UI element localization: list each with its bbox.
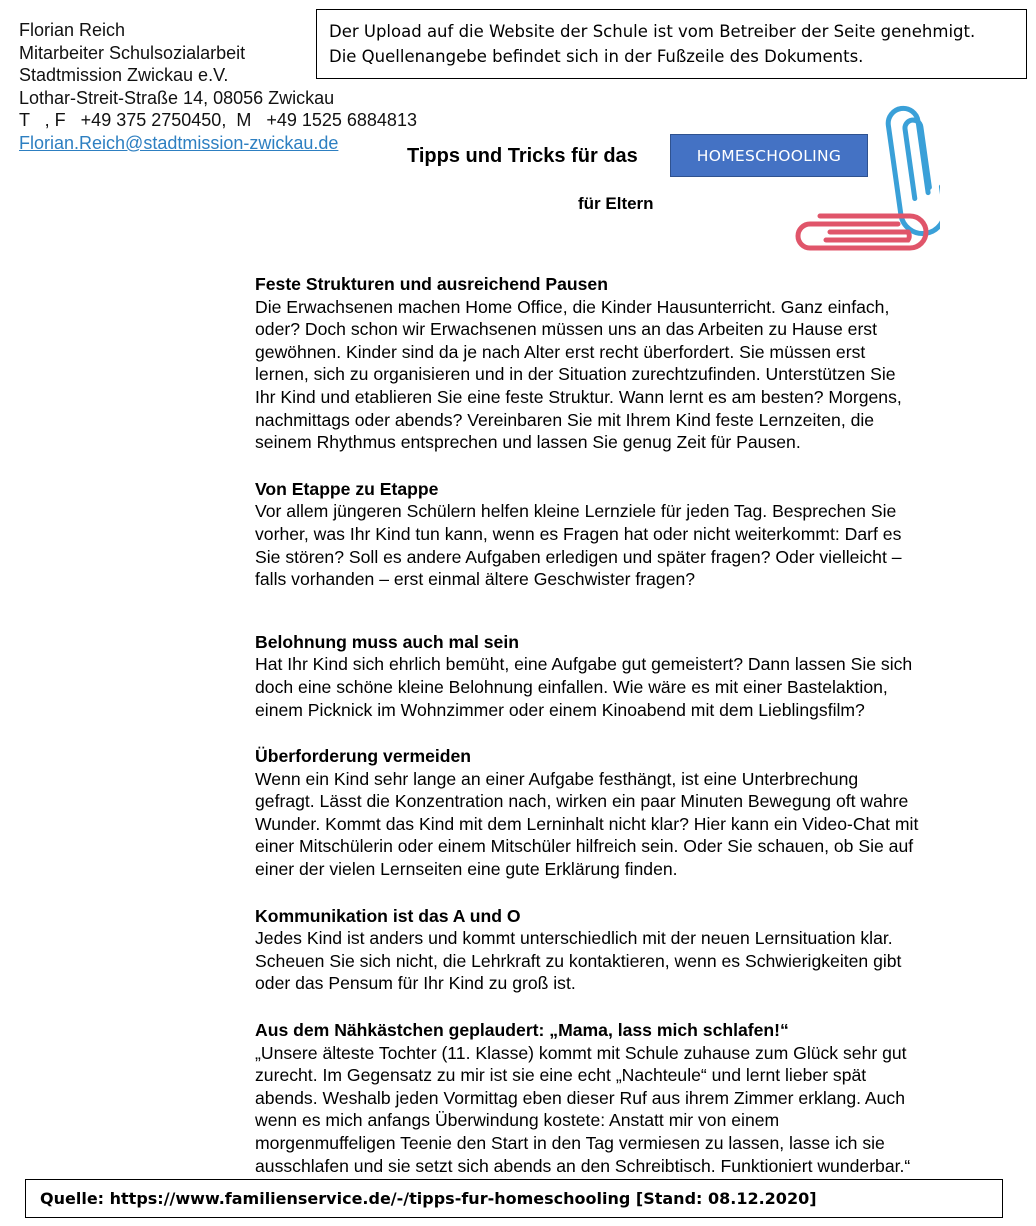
tip-text-line: vorher, was Ihr Kind tun kann, wenn es Fragen hat oder nicht weiterkommt: Darf es [255,523,902,544]
tip-text-line: ausschlafen und sie setzt sich abends an den Schreibtisch. Funktioniert wunderbar.“ [255,1155,911,1176]
tip-section [255,631,1015,721]
tip-text-line: nachmittags oder abends? Vereinbaren Sie mit Ihrem Kind feste Lernzeiten, die [255,409,875,430]
tip-text-line: einem Picknick im Wohnzimmer oder einem Kinoabend mit dem Lieblingsfilm? [255,699,865,720]
red-paperclip-icon [798,216,926,248]
page-title: Tipps und Tricks für das [407,145,638,167]
homeschooling-badge: HOMESCHOOLING [670,134,868,177]
tip-section [255,478,1015,591]
tip-text-line: Scheuen Sie sich nicht, die Lehrkraft zu kontaktieren, wenn es Schwierigkeiten gibt [255,950,902,971]
tip-section [255,1019,1015,1177]
tip-text-line: seinem Rhythmus entsprechen und lassen Sie genug Zeit für Pausen. [255,432,801,453]
tips-content [255,273,1015,1177]
tip-text-line: wenn es mich anfangs Überwindung kostete: Anstatt mir von einem [255,1110,780,1131]
tip-text-line: „Unsere älteste Tochter (11. Klasse) kommt mit Schule zuhause zum Glück sehr gut [255,1042,907,1063]
tip-text-line: Sie stören? Soll es andere Aufgaben erledigen und später fragen? Oder vielleicht – [255,546,902,567]
tip-section [255,745,1015,881]
tip-heading: Belohnung muss auch mal sein [255,631,519,652]
tip-heading: Kommunikation ist das A und O [255,905,521,926]
upload-notice-box [316,9,1027,79]
tip-text-line: Wunder. Kommt das Kind mit dem Lerninhalt nicht klar? Hier kann ein Video-Chat mit [255,813,919,834]
tip-section [255,273,1015,454]
paperclips-icon [790,104,940,254]
tip-text-line: Wenn ein Kind sehr lange an einer Aufgabe festhängt, ist eine Unterbrechung [255,768,859,789]
tip-text-line: oder das Pensum für Ihr Kind zu groß ist. [255,973,576,994]
tip-text-line: Hat Ihr Kind sich ehrlich bemüht, eine Aufgabe gut gemeistert? Dann lassen Sie sich [255,654,913,675]
contact-name: Florian Reich [19,20,126,40]
tip-text-line: Vor allem jüngeren Schülern helfen kleine Lernziele für jeden Tag. Besprechen Sie [255,501,897,522]
tip-text-line: zurecht. Im Gegensatz zu mir ist sie eine echt „Nachteule“ und lernt lieber spät [255,1065,867,1086]
tip-text-line: einer Mitschülerin oder einem Mitschüler hilfreich sein. Oder Sie schauen, ob Sie auf [255,836,914,857]
tip-text-line: falls vorhanden – erst einmal ältere Geschwister fragen? [255,569,696,590]
tip-text-line: lernen, sich zu organisieren und in der Situation zurechtzufinden. Unterstützen Sie [255,364,896,385]
tip-text-line: doch eine schöne kleine Belohnung einfallen. Wie wäre es mit einer Bastelaktion, [255,676,888,697]
contact-phone: T , F +49 375 2750450, M +49 1525 6884813 [19,110,417,131]
tip-section [255,905,1015,995]
tip-text-line: gefragt. Lässt die Konzentration nach, wirken ein paar Minuten Bewegung oft wahre [255,791,909,812]
notice-line-2: Die Quellenangebe befindet sich in der Fußzeile des Dokuments. [329,47,864,66]
contact-role: Mitarbeiter Schulsozialarbeit [19,42,246,63]
tip-text-line: morgenmuffeligen Teenie den Start in den Tag vermiesen zu lassen, lasse ich sie [255,1133,885,1153]
tip-text-line: einer der vielen Lernseiten eine gute Erklärung finden. [255,859,678,880]
tip-text-line: Ihr Kind und etablieren Sie eine feste Struktur. Wann lernt es am besten? Morgens, [255,386,902,407]
tip-heading: Überforderung vermeiden [255,746,472,767]
tip-text-line: abends. Weshalb jeden Vormittag eben dieser Ruf aus ihrem Zimmer erklang. Auch [255,1087,906,1108]
notice-line-1: Der Upload auf die Website der Schule ist vom Betreiber der Seite genehmigt. [329,22,976,41]
contact-address: Lothar-Streit-Straße 14, 08056 Zwickau [19,87,335,108]
tip-text-line: oder? Doch schon wir Erwachsenen müssen uns an das Arbeiten zu Hause erst [255,319,877,340]
tip-heading: Aus dem Nähkästchen geplaudert: „Mama, lass mich schlafen!“ [255,1020,789,1041]
tip-text-line: Jedes Kind ist anders und kommt unterschiedlich mit der neuen Lernsituation klar. [255,928,893,949]
tip-heading: Von Etappe zu Etappe [255,478,439,499]
contact-organization: Stadtmission Zwickau e.V. [19,65,229,86]
contact-email-link[interactable]: Florian.Reich@stadtmission-zwickau.de [19,132,339,153]
tip-text-line: Die Erwachsenen machen Home Office, die Kinder Hausunterricht. Ganz einfach, [255,296,890,317]
tip-heading: Feste Strukturen und ausreichend Pausen [255,274,608,294]
tip-text-line: gewöhnen. Kinder sind da je nach Alter erst recht überfordert. Sie müssen erst [255,341,866,362]
page-subtitle: für Eltern [578,194,654,213]
source-footer: Quelle: https://www.familienservice.de/-/tipps-fur-homeschooling [Stand: 08.12.2020] [25,1179,1003,1218]
